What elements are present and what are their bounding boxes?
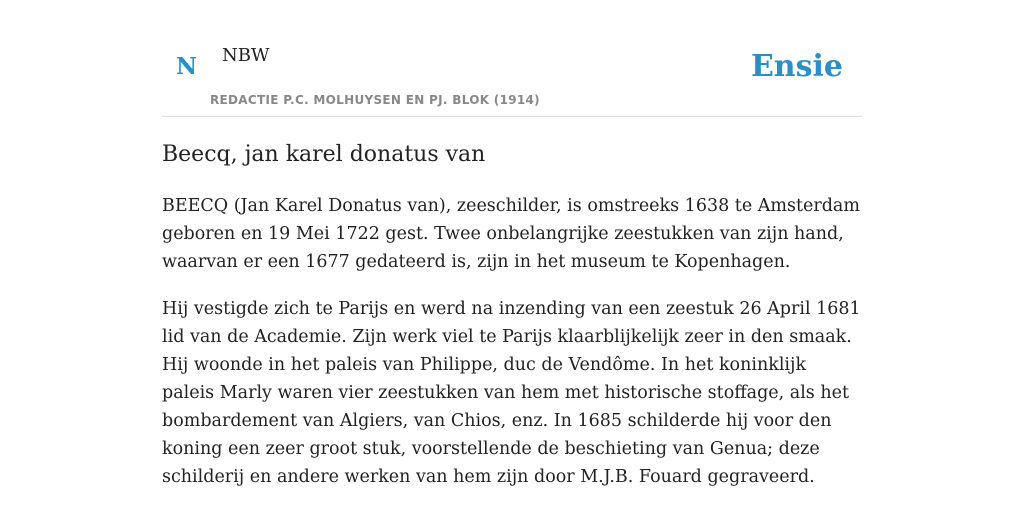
source-logo[interactable]: N [176, 53, 198, 80]
article-paragraph-2: Hij vestigde zich te Parijs en werd na inzending van een zeestuk 26 April 1681 lid van de Academie. Zijn werk viel te Parijs klaarblijkelijk zeer in den smaak. Hij woonde in het paleis van Philippe, duc de Vendôme. In het koninklijk paleis Marly waren vier zeestukken van hem met historische stoffage, als het bombardement van Algiers, van Chios, enz. In 1685 schilderde hij voor den koning een zeer groot stuk, voorstellende de beschieting van Genua; deze schilderij en andere werken van hem zijn door M.J.B. Fouard gegraveerd. [162, 299, 861, 487]
brand-logo[interactable]: Ensie [750, 49, 843, 84]
article-title: Beecq, jan karel donatus van [162, 142, 486, 167]
source-header [162, 0, 862, 117]
source-subtitle: REDACTIE P.C. MOLHUYSEN EN PJ. BLOK (1914) [210, 93, 540, 107]
article-paragraph-1: BEECQ (Jan Karel Donatus van), zeeschilder, is omstreeks 1638 te Amsterdam geboren en 19 Mei 1722 gest. Twee onbelangrijke zeestukken van zijn hand, waarvan er een 1677 gedateerd is, zijn in het museum te Kopenhagen. [162, 196, 860, 272]
source-title[interactable]: NBW [222, 45, 270, 66]
